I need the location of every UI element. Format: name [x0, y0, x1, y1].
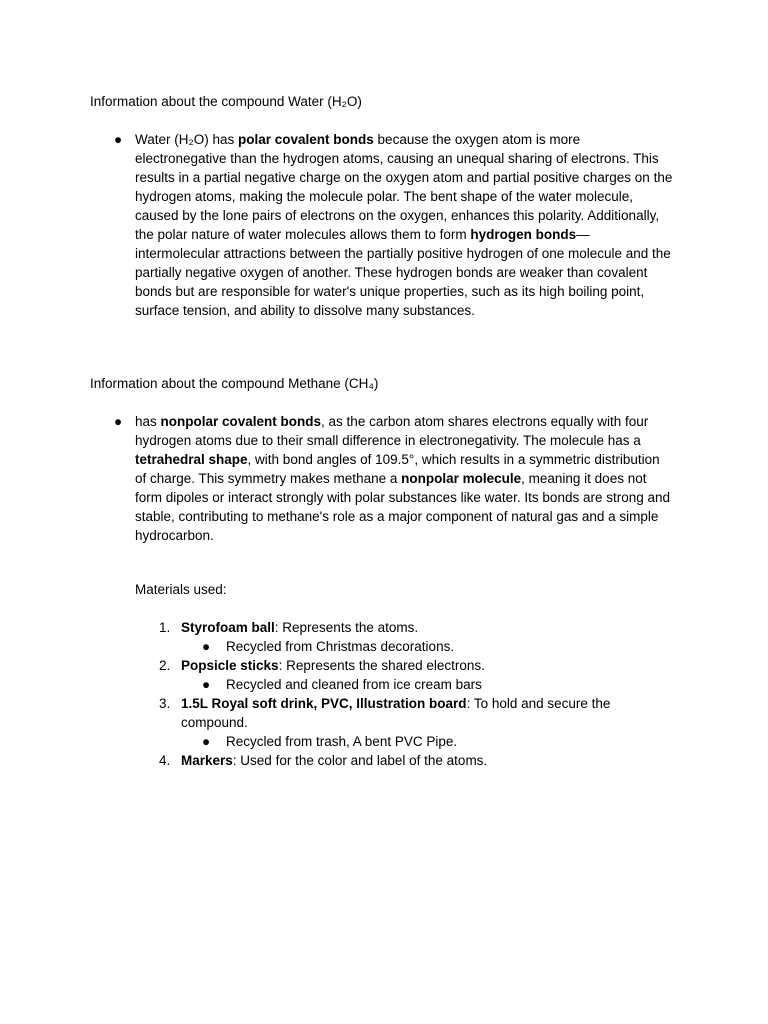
water-paragraph	[135, 130, 674, 320]
materials-title: Materials used:	[135, 582, 227, 597]
sub-list-item	[135, 675, 655, 694]
bullet-icon: ●	[202, 677, 211, 692]
material-name: Styrofoam ball	[181, 620, 275, 635]
list-number: 1.	[159, 620, 171, 635]
material-source: Recycled from Christmas decorations.	[226, 639, 455, 654]
text-run: Water (H₂O) has	[135, 132, 239, 147]
text-run: , meaning it does not form dipoles or interact strongly with polar substances like water. Its bonds are strong and stable, contributing to methane's role as a major component of natural gas and a simple hydrocarbon.	[135, 471, 671, 543]
list-item	[135, 656, 655, 675]
material-description: : Represents the atoms.	[274, 620, 419, 635]
bullet-icon: ●	[114, 132, 123, 147]
list-number: 4.	[159, 753, 171, 768]
bold-term: polar covalent bonds	[238, 132, 374, 147]
text-run: —intermolecular attractions between the partially positive hydrogen of one molecule and the partially negative oxygen of another. These hydrogen bonds are weaker than covalent bonds but are responsible for water's unique properties, such as its high boiling point, surface tension, and ability to dissolve many substances.	[135, 227, 671, 318]
bold-term: nonpolar molecule	[401, 471, 522, 486]
text-run: because the oxygen atom is more electronegative than the hydrogen atoms, causing an unequal sharing of electrons. This results in a partial negative charge on the oxygen atom and partial positive charges on the hydrogen atoms, making the molecule polar. The bent shape of the water molecule, caused by the lone pairs of electrons on the oxygen, enhances this polarity. Additionally, the polar nature of water molecules allows them to form	[135, 132, 673, 242]
bold-term: nonpolar covalent bonds	[160, 414, 322, 429]
material-name: Popsicle sticks	[181, 658, 279, 673]
sub-list-item	[135, 732, 655, 751]
methane-paragraph	[135, 412, 674, 545]
material-name: Markers	[181, 753, 233, 768]
material-description: : To hold and secure the compound.	[181, 696, 611, 730]
list-number: 2.	[159, 658, 171, 673]
list-number: 3.	[159, 696, 171, 711]
list-item	[135, 751, 655, 770]
bullet-icon: ●	[114, 414, 123, 429]
text-run: , with bond angles of 109.5°, which results in a symmetric distribution of charge. This symmetry makes methane a	[135, 452, 660, 486]
material-name: 1.5L Royal soft drink, PVC, Illustration board	[181, 696, 467, 711]
material-description: : Represents the shared electrons.	[278, 658, 485, 673]
water-bullet	[114, 130, 674, 320]
bullet-icon: ●	[202, 734, 211, 749]
material-source: Recycled from trash, A bent PVC Pipe.	[226, 734, 458, 749]
material-source: Recycled and cleaned from ice cream bars	[226, 677, 482, 692]
text-run: has	[135, 414, 161, 429]
bold-term: tetrahedral shape	[135, 452, 248, 467]
materials-list	[135, 618, 655, 770]
sub-list-item	[135, 637, 655, 656]
list-item	[135, 618, 655, 637]
water-heading: Information about the compound Water (H₂O)	[90, 94, 362, 109]
list-item	[135, 694, 655, 732]
methane-heading: Information about the compound Methane (CH₄)	[90, 376, 379, 391]
text-run: , as the carbon atom shares electrons equally with four hydrogen atoms due to their small difference in electronegativity. The molecule has a	[135, 414, 649, 448]
bullet-icon: ●	[202, 639, 211, 654]
material-description: : Used for the color and label of the atoms.	[232, 753, 488, 768]
bold-term: hydrogen bonds	[470, 227, 577, 242]
methane-bullet	[114, 412, 674, 545]
